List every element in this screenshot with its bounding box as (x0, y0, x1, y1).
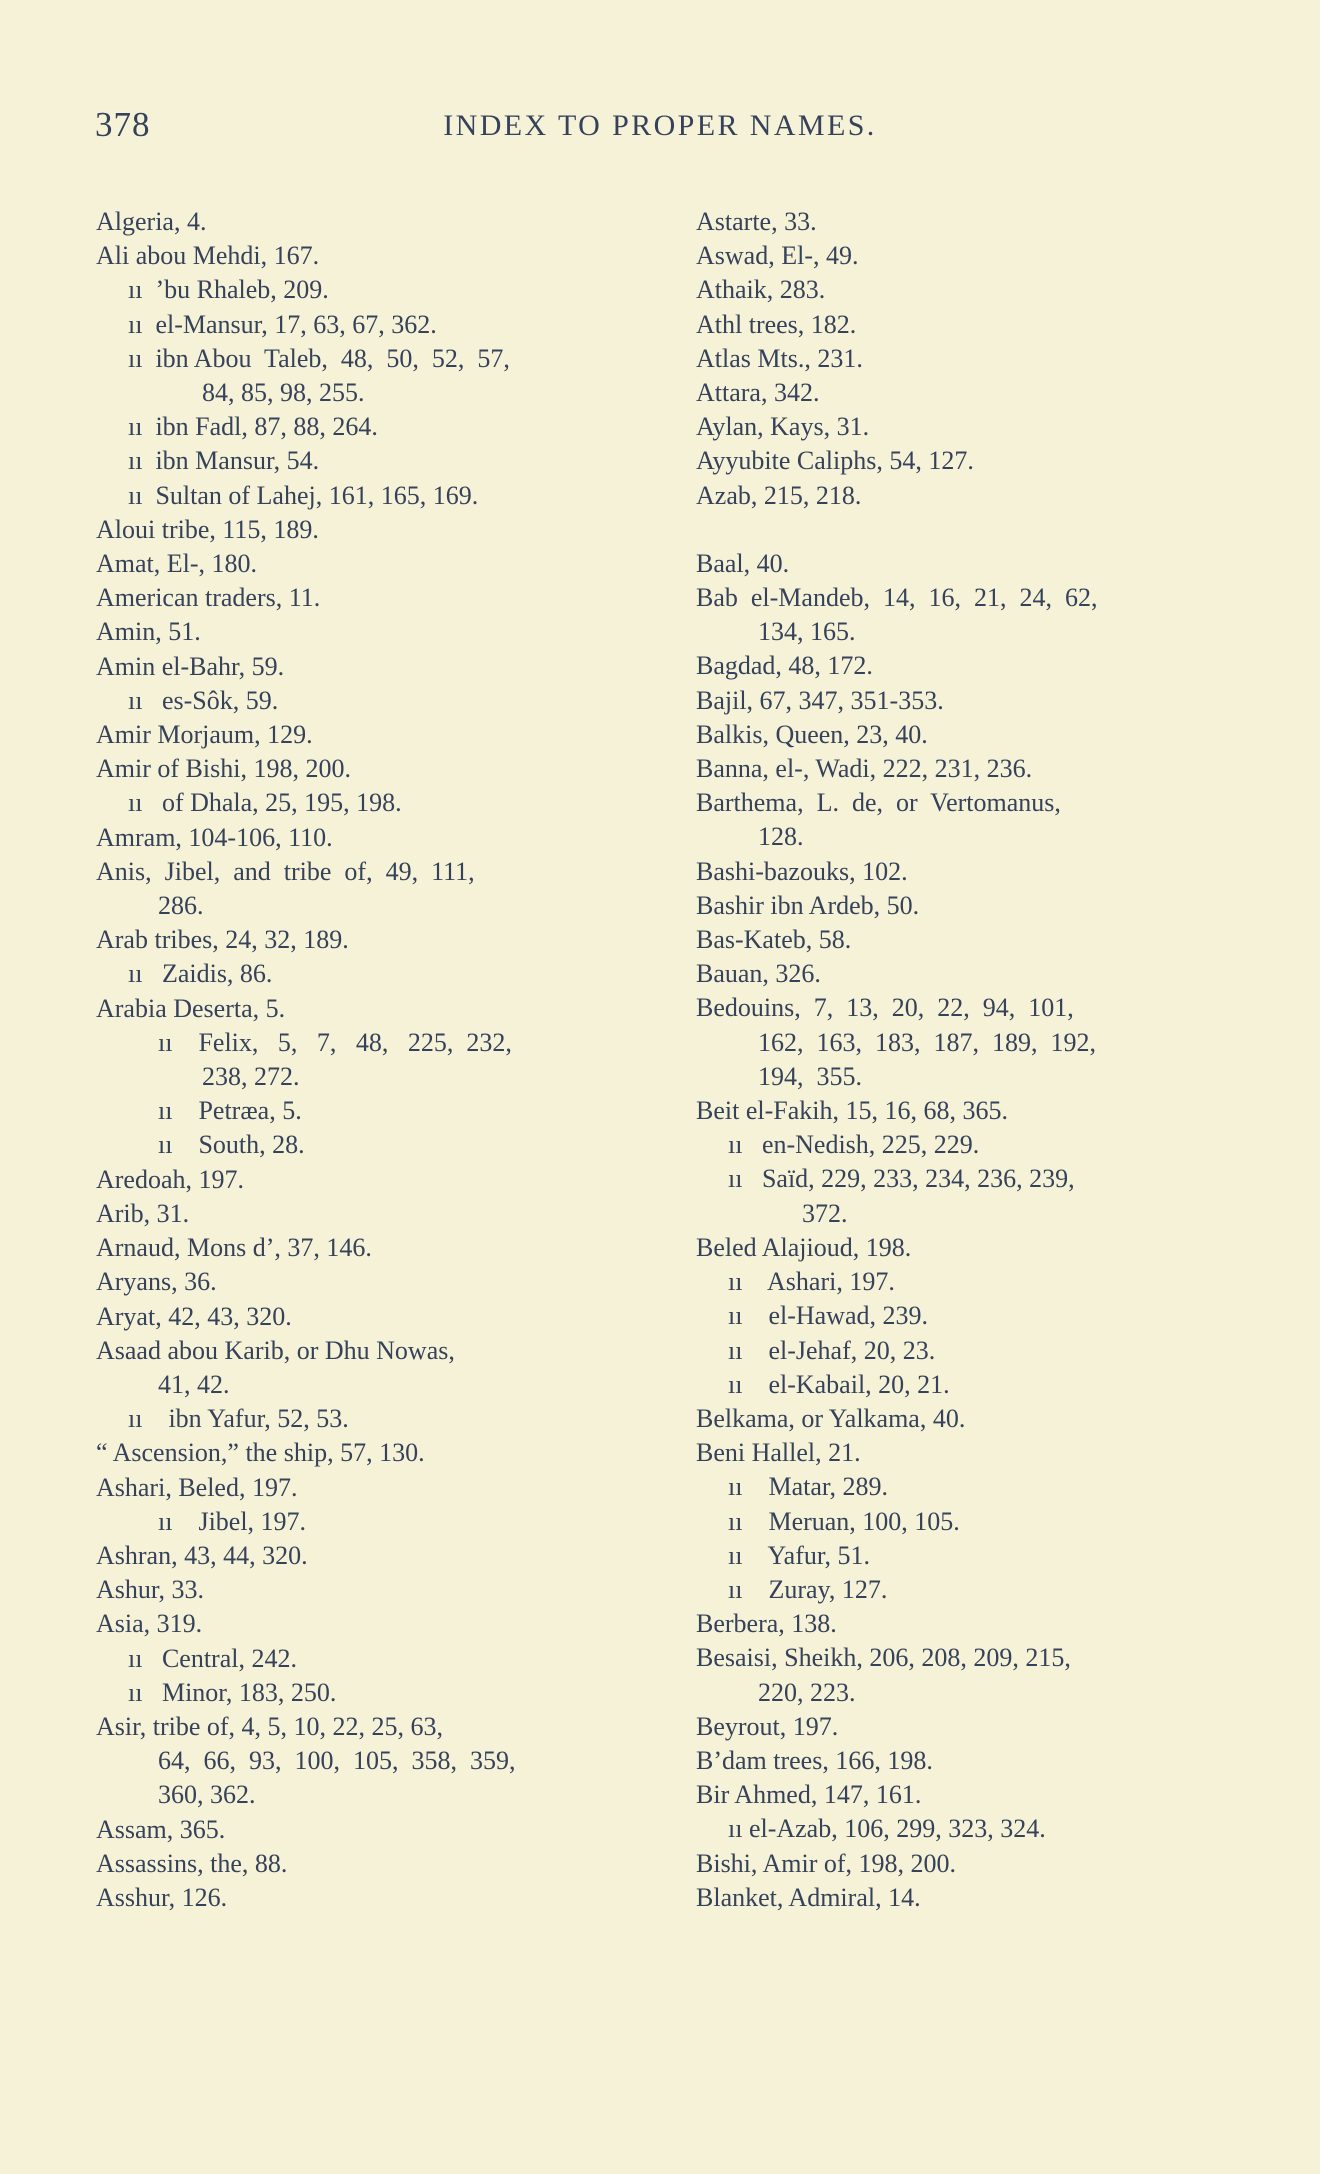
index-entry: 41, 42. (158, 1369, 230, 1399)
index-entry: 194, 355. (758, 1061, 862, 1091)
index-entry: Athaik, 283. (696, 275, 826, 305)
index-entry: Bagdad, 48, 172. (696, 651, 873, 681)
index-entry: Bashir ibn Ardeb, 50. (696, 890, 920, 920)
index-entry: Asir, tribe of, 4, 5, 10, 22, 25, 63, (96, 1711, 444, 1741)
index-entry: ıı el-Kabail, 20, 21. (728, 1369, 950, 1399)
index-entry: Ashran, 43, 44, 320. (96, 1540, 308, 1570)
index-entry: ıı Felix, 5, 7, 48, 225, 232, (158, 1027, 512, 1057)
index-entry: Arnaud, Mons d’, 37, 146. (96, 1233, 372, 1263)
index-entry: Astarte, 33. (696, 207, 817, 236)
index-entry: Belkama, or Yalkama, 40. (696, 1403, 966, 1433)
index-entry: ıı of Dhala, 25, 195, 198. (128, 788, 402, 818)
index-entry: ıı Matar, 289. (728, 1472, 888, 1502)
index-entry: ıı South, 28. (158, 1130, 305, 1160)
index-entry: “ Ascension,” the ship, 57, 130. (96, 1438, 425, 1468)
index-entry: ıı el-Jehaf, 20, 23. (728, 1335, 936, 1365)
index-entry: ıı el-Hawad, 239. (728, 1301, 929, 1331)
index-entry: 134, 165. (758, 617, 856, 647)
index-entry: Beyrout, 197. (696, 1711, 839, 1741)
index-entry: Aloui tribe, 115, 189. (96, 514, 319, 544)
index-entry: ıı Saïd, 229, 233, 234, 236, 239, (728, 1164, 1075, 1194)
index-entry: American traders, 11. (96, 583, 321, 613)
index-entry: Bedouins, 7, 13, 20, 22, 94, 101, (696, 993, 1074, 1023)
index-entry: 372. (802, 1198, 848, 1228)
index-entry: Bishi, Amir of, 198, 200. (696, 1848, 957, 1878)
index-entry: Blanket, Admiral, 14. (696, 1882, 921, 1912)
index-entry: Banna, el-, Wadi, 222, 231, 236. (696, 754, 1033, 784)
index-entry: Ayyubite Caliphs, 54, 127. (696, 446, 974, 476)
index-entry: Arib, 31. (96, 1198, 190, 1228)
index-entry: ıı ibn Fadl, 87, 88, 264. (128, 412, 378, 442)
page-number: 378 (95, 105, 151, 144)
index-entry: Asaad abou Karib, or Dhu Nowas, (96, 1335, 455, 1365)
index-entry: 360, 362. (158, 1780, 256, 1810)
index-column-left (96, 205, 636, 1915)
index-entry: Arabia Deserta, 5. (96, 993, 286, 1023)
index-entry: Berbera, 138. (696, 1609, 837, 1639)
index-entry: 286. (158, 891, 204, 921)
index-entry: Aryans, 36. (96, 1267, 217, 1297)
index-entry: ıı ibn Abou Taleb, 48, 50, 52, 57, (128, 343, 510, 373)
index-entry: ıı Central, 242. (128, 1643, 297, 1673)
index-entry: ıı ibn Mansur, 54. (128, 446, 320, 476)
index-entry: Aryat, 42, 43, 320. (96, 1301, 292, 1331)
index-entry: ıı el-Azab, 106, 299, 323, 324. (728, 1814, 1046, 1844)
index-entry: Ashur, 33. (96, 1575, 205, 1605)
index-entry: Bajil, 67, 347, 351-353. (696, 685, 944, 715)
index-entry: Azab, 215, 218. (696, 480, 862, 510)
index-entry: Assassins, the, 88. (96, 1848, 288, 1878)
index-entry: B’dam trees, 166, 198. (696, 1745, 933, 1775)
index-entry: Besaisi, Sheikh, 206, 208, 209, 215, (696, 1643, 1071, 1673)
running-head: INDEX TO PROPER NAMES. (443, 109, 877, 142)
index-entry: 162, 163, 183, 187, 189, 192, (758, 1027, 1096, 1057)
index-entry: Arab tribes, 24, 32, 189. (96, 925, 349, 955)
index-entry: Bashi-bazouks, 102. (696, 856, 908, 886)
index-entry: Aylan, Kays, 31. (696, 412, 870, 442)
index-entry: ıı Zaidis, 86. (128, 959, 273, 989)
index-entry: 64, 66, 93, 100, 105, 358, 359, (158, 1746, 516, 1776)
index-entry: Amram, 104-106, 110. (96, 822, 333, 852)
index-entry: Asshur, 126. (96, 1882, 228, 1912)
index-entry: Bir Ahmed, 147, 161. (696, 1780, 922, 1810)
index-entry: Amat, El-, 180. (96, 549, 258, 579)
index-entry: Amin, 51. (96, 617, 201, 647)
index-entry: Aredoah, 197. (96, 1164, 245, 1194)
index-entry: Balkis, Queen, 23, 40. (696, 719, 928, 749)
index-entry: Anis, Jibel, and tribe of, 49, 111, (96, 856, 475, 886)
index-entry: Bas-Kateb, 58. (696, 925, 852, 955)
index-entry: ıı el-Mansur, 17, 63, 67, 362. (128, 309, 437, 339)
index-entry: Asia, 319. (96, 1609, 203, 1639)
index-entry: Assam, 365. (96, 1814, 226, 1844)
index-entry: ıı ’bu Rhaleb, 209. (128, 275, 329, 305)
index-entry: ıı Zuray, 127. (728, 1574, 888, 1604)
index-entry: Ali abou Mehdi, 167. (96, 241, 320, 271)
page-header (95, 105, 1225, 155)
index-entry: ıı es-Sôk, 59. (128, 685, 279, 715)
section-gap (696, 513, 1236, 547)
index-entry: ıı Minor, 183, 250. (128, 1677, 337, 1707)
index-column-right (696, 205, 1236, 1915)
index-entry: Atlas Mts., 231. (696, 343, 863, 373)
index-entry: 238, 272. (202, 1062, 300, 1092)
index-entry: Ashari, Beled, 197. (96, 1472, 298, 1502)
index-entry: Amir of Bishi, 198, 200. (96, 754, 351, 784)
index-entry: Beit el-Fakih, 15, 16, 68, 365. (696, 1096, 1008, 1126)
index-entry: ıı Yafur, 51. (728, 1540, 870, 1570)
index-columns (96, 205, 1236, 1915)
index-entry: Bauan, 326. (696, 959, 821, 989)
index-entry: Athl trees, 182. (696, 309, 857, 339)
index-entry: ıı en-Nedish, 225, 229. (728, 1130, 980, 1160)
index-entry: ıı ibn Yafur, 52, 53. (128, 1404, 349, 1434)
index-entry: Barthema, L. de, or Vertomanus, (696, 788, 1061, 818)
index-entry: Aswad, El-, 49. (696, 241, 859, 271)
index-entry: Attara, 342. (696, 378, 820, 408)
index-entry: ıı Sultan of Lahej, 161, 165, 169. (128, 480, 479, 510)
index-entry: ıı Meruan, 100, 105. (728, 1506, 960, 1536)
index-entry: Baal, 40. (696, 548, 790, 578)
index-entry: Algeria, 4. (96, 207, 207, 236)
index-entry: Beni Hallel, 21. (696, 1438, 861, 1468)
index-entry: Amin el-Bahr, 59. (96, 651, 285, 681)
index-entry: 84, 85, 98, 255. (202, 378, 365, 408)
index-entry: 128. (758, 822, 804, 852)
index-entry: ıı Jibel, 197. (158, 1506, 307, 1536)
index-entry: Bab el-Mandeb, 14, 16, 21, 24, 62, (696, 583, 1098, 613)
index-entry: ıı Ashari, 197. (728, 1267, 895, 1297)
index-entry: ıı Petræa, 5. (158, 1096, 302, 1126)
index-entry: 220, 223. (758, 1677, 856, 1707)
index-entry: Amir Morjaum, 129. (96, 720, 313, 750)
index-entry: Beled Alajioud, 198. (696, 1232, 912, 1262)
